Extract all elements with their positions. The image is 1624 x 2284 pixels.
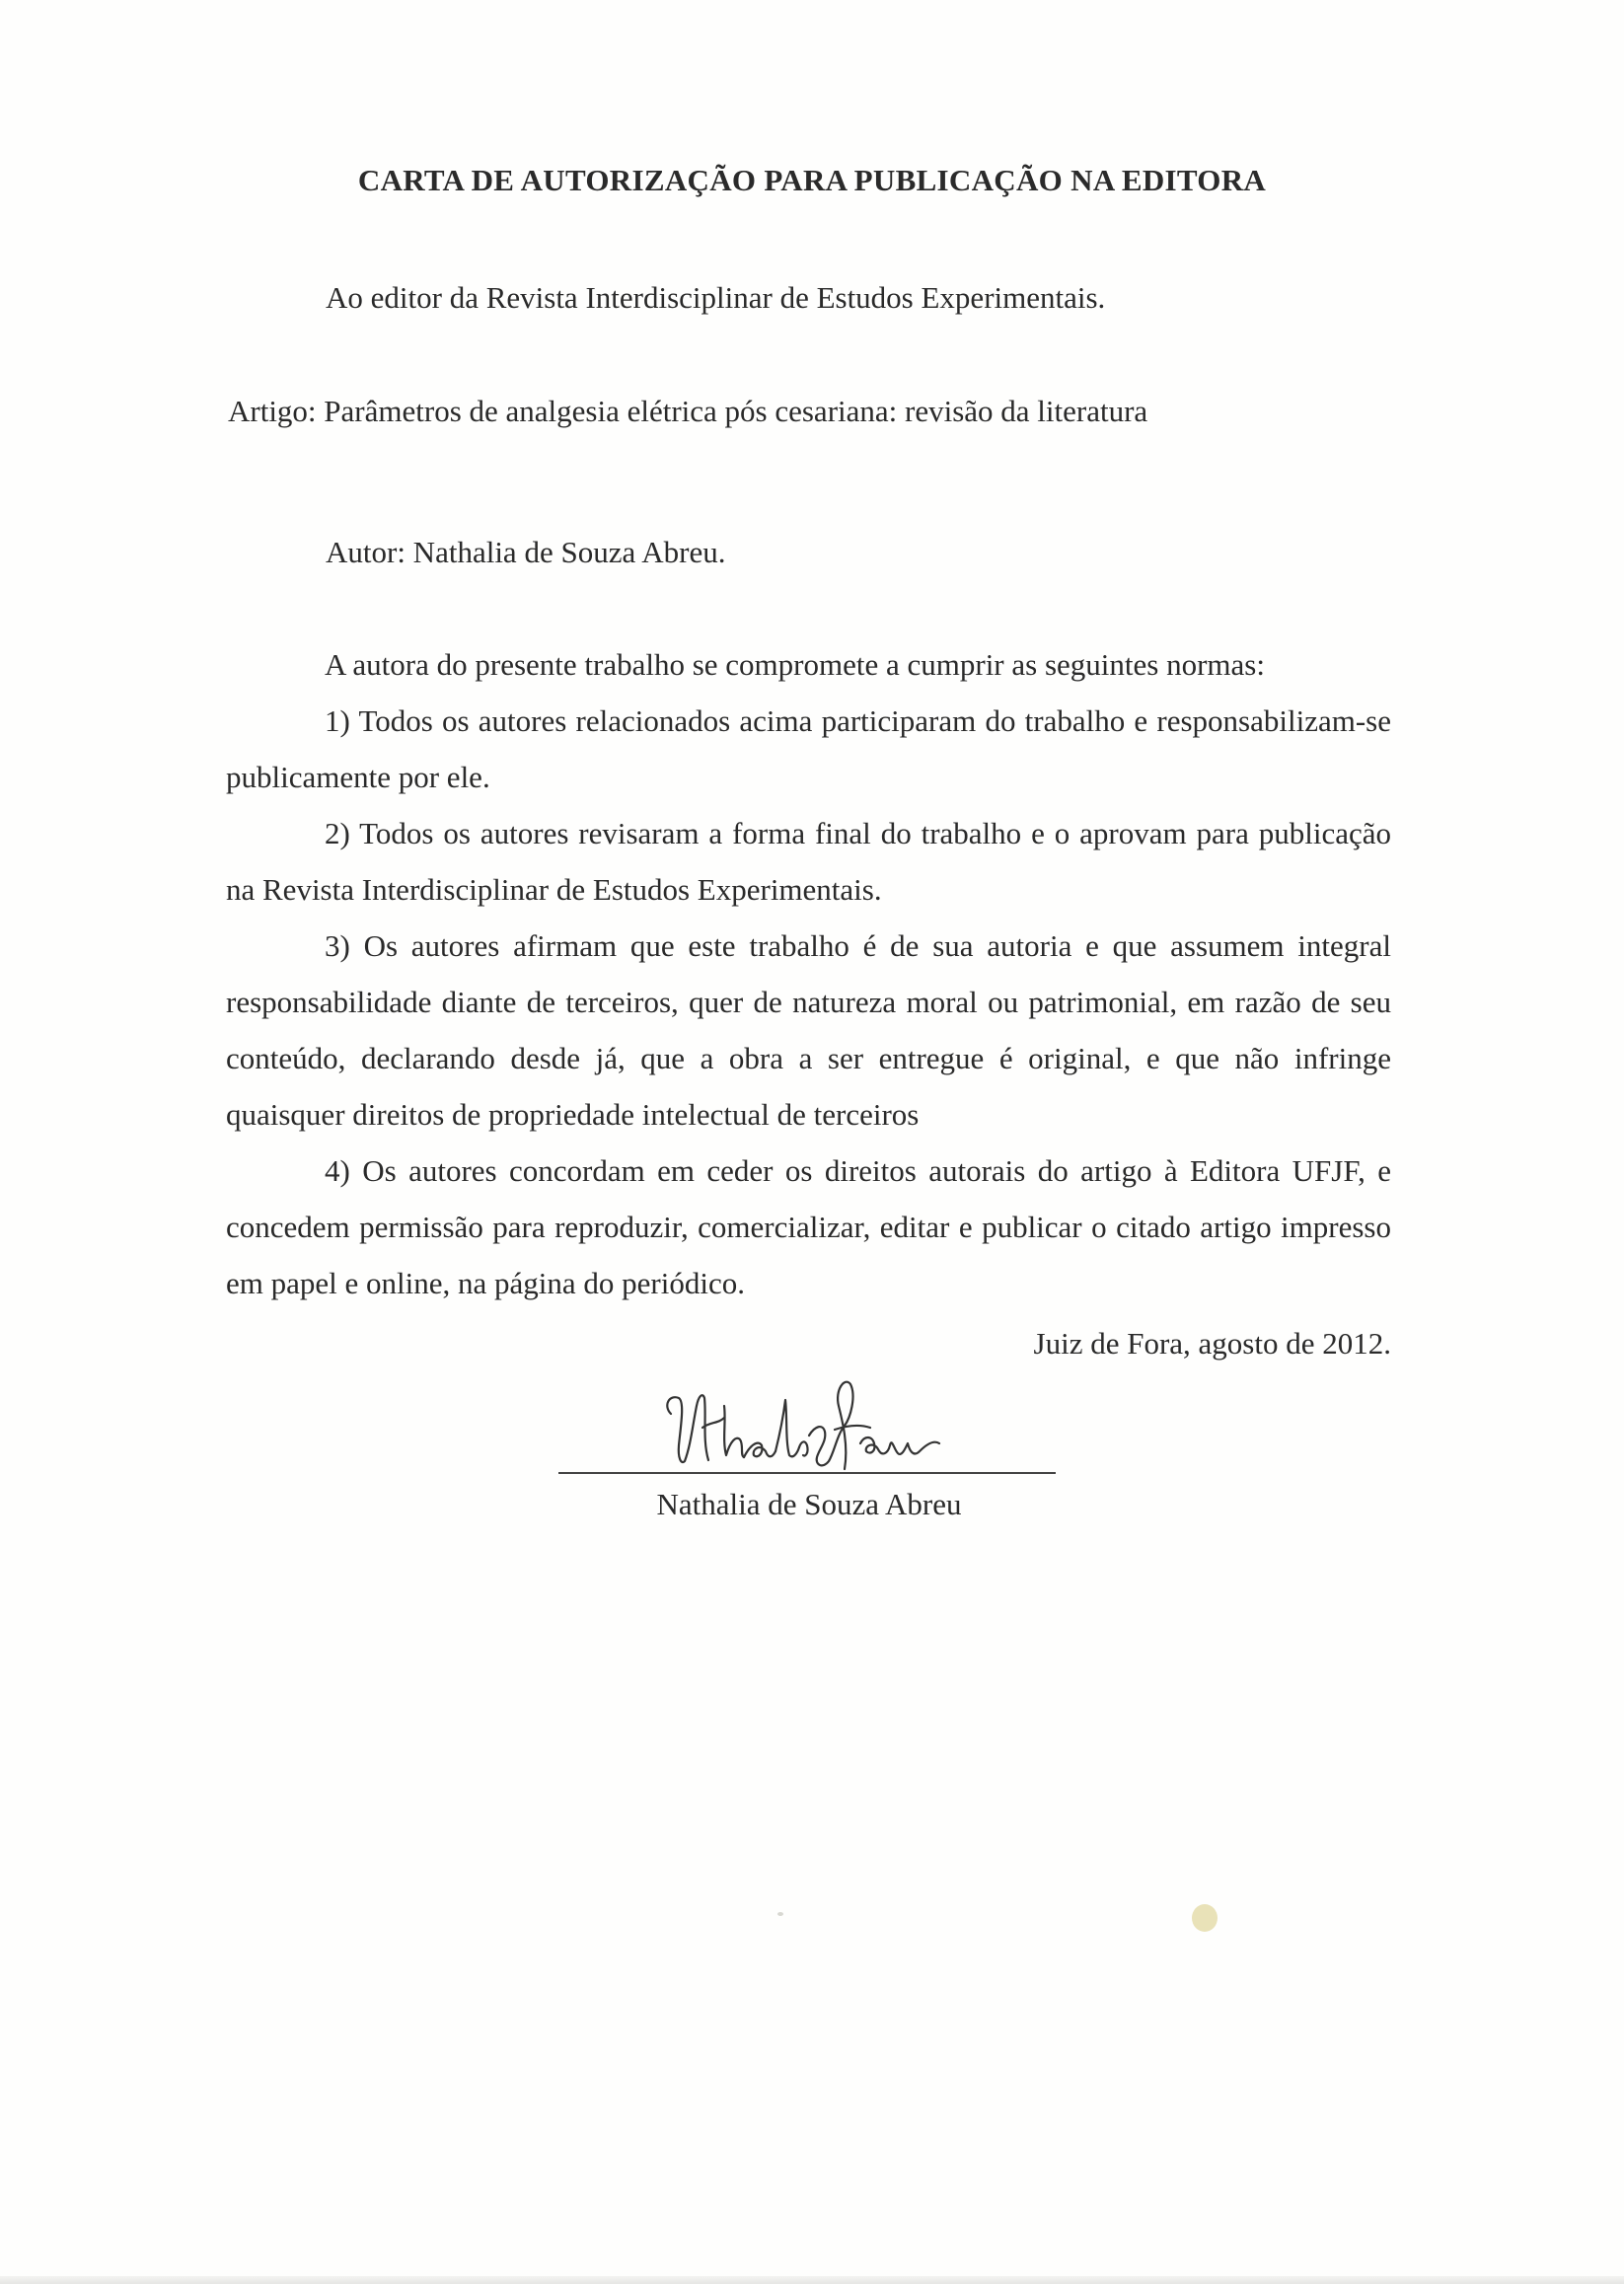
norm-4: 4) Os autores concordam em ceder os direitos autorais do artigo à Editora UFJF, e concedem permissão para reproduzir, comercializar, editar e publicar o citado artigo impresso em papel e online, na página do periódico. [226, 1153, 1391, 1300]
signer-name: Nathalia de Souza Abreu [656, 1487, 962, 1521]
signature-line [558, 1472, 1056, 1474]
addressee-line: Ao editor da Revista Interdisciplinar de Estudos Experimentais. [326, 280, 1106, 315]
letter-body [226, 636, 1391, 1311]
paper-speck [1192, 1904, 1218, 1932]
scan-edge [0, 2276, 1624, 2284]
article-line: Artigo: Parâmetros de analgesia elétrica pós cesariana: revisão da literatura [228, 394, 1148, 428]
signature-block [553, 1366, 1066, 1534]
paper-speck [777, 1912, 783, 1916]
place-and-date: Juiz de Fora, agosto de 2012. [1033, 1326, 1391, 1361]
norm-2: 2) Todos os autores revisaram a forma final do trabalho e o aprovam para publicação na Revista Interdisciplinar de Estudos Experimentais. [226, 816, 1391, 907]
author-line: Autor: Nathalia de Souza Abreu. [326, 535, 726, 569]
norm-3: 3) Os autores afirmam que este trabalho é de sua autoria e que assumem integral responsabilidade diante de terceiros, quer de natureza moral ou patrimonial, em razão de seu conteúdo, declarando desde já, que a obra a ser entregue é original, e que não infringe quaisquer direitos de propriedade intelectual de terceiros [226, 928, 1391, 1132]
document-title: CARTA DE AUTORIZAÇÃO PARA PUBLICAÇÃO NA EDITORA [357, 163, 1267, 197]
norm-1: 1) Todos os autores relacionados acima participaram do trabalho e responsabilizam-se publicamente por ele. [226, 703, 1391, 794]
intro-paragraph: A autora do presente trabalho se compromete a cumprir as seguintes normas: [325, 647, 1265, 682]
handwritten-signature [641, 1366, 967, 1475]
